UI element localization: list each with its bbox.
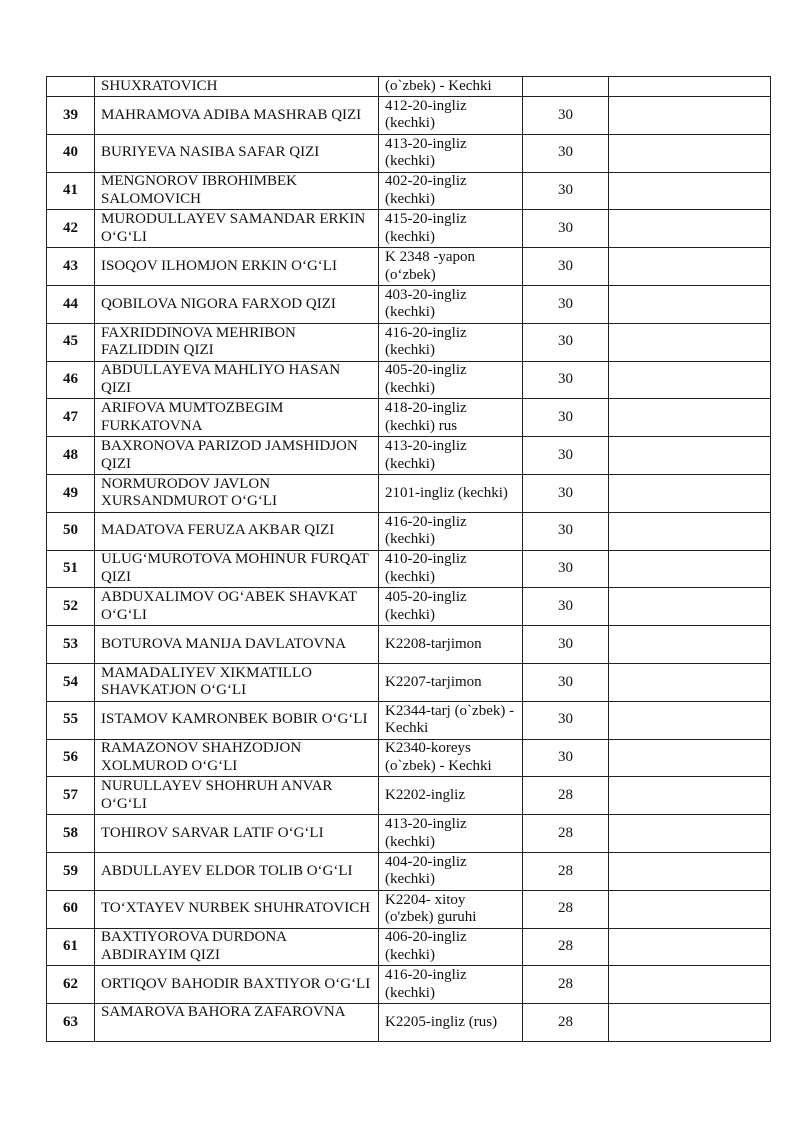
student-name: MADATOVA FERUZA AKBAR QIZI bbox=[95, 512, 379, 550]
table-row bbox=[47, 134, 771, 172]
group-name: K2340-koreys (o`zbek) - Kechki bbox=[379, 739, 523, 777]
empty-cell bbox=[609, 437, 771, 475]
student-name: MAMADALIYEV XIKMATILLO SHAVKATJON O‘G‘LI bbox=[95, 663, 379, 701]
row-number: 59 bbox=[47, 852, 95, 890]
student-name: ORTIQOV BAHODIR BAXTIYOR O‘G‘LI bbox=[95, 966, 379, 1004]
group-name: 404-20-ingliz (kechki) bbox=[379, 852, 523, 890]
group-name: 413-20-ingliz (kechki) bbox=[379, 815, 523, 853]
score bbox=[523, 77, 609, 97]
student-name: MENGNOROV IBROHIMBEK SALOMOVICH bbox=[95, 172, 379, 210]
score: 30 bbox=[523, 550, 609, 588]
score: 28 bbox=[523, 890, 609, 928]
row-number: 58 bbox=[47, 815, 95, 853]
row-number bbox=[47, 77, 95, 97]
row-number: 61 bbox=[47, 928, 95, 966]
row-number: 40 bbox=[47, 134, 95, 172]
group-name: 406-20-ingliz (kechki) bbox=[379, 928, 523, 966]
row-number: 45 bbox=[47, 323, 95, 361]
table-row bbox=[47, 1004, 771, 1042]
score: 30 bbox=[523, 172, 609, 210]
empty-cell bbox=[609, 626, 771, 664]
student-name: RAMAZONOV SHAHZODJON XOLMUROD O‘G‘LI bbox=[95, 739, 379, 777]
student-name: ARIFOVA MUMTOZBEGIM FURKATOVNA bbox=[95, 399, 379, 437]
empty-cell bbox=[609, 966, 771, 1004]
score: 30 bbox=[523, 512, 609, 550]
score: 28 bbox=[523, 777, 609, 815]
student-name: ULUG‘MUROTOVA MOHINUR FURQAT QIZI bbox=[95, 550, 379, 588]
table-row bbox=[47, 701, 771, 739]
empty-cell bbox=[609, 97, 771, 135]
table-row bbox=[47, 77, 771, 97]
group-name: 405-20-ingliz (kechki) bbox=[379, 361, 523, 399]
group-name: 403-20-ingliz (kechki) bbox=[379, 285, 523, 323]
group-name: K2207-tarjimon bbox=[379, 663, 523, 701]
table-row bbox=[47, 512, 771, 550]
group-name: (o`zbek) - Kechki bbox=[379, 77, 523, 97]
empty-cell bbox=[609, 134, 771, 172]
empty-cell bbox=[609, 210, 771, 248]
score: 28 bbox=[523, 1004, 609, 1042]
row-number: 42 bbox=[47, 210, 95, 248]
score: 30 bbox=[523, 134, 609, 172]
table-row bbox=[47, 663, 771, 701]
group-name: 402-20-ingliz (kechki) bbox=[379, 172, 523, 210]
table-row bbox=[47, 399, 771, 437]
table-row bbox=[47, 550, 771, 588]
score: 30 bbox=[523, 739, 609, 777]
empty-cell bbox=[609, 588, 771, 626]
group-name: 2101-ingliz (kechki) bbox=[379, 474, 523, 512]
group-name: K 2348 -yapon (o‘zbek) bbox=[379, 248, 523, 286]
table-row bbox=[47, 474, 771, 512]
row-number: 39 bbox=[47, 97, 95, 135]
student-name: ISTAMOV KAMRONBEK BOBIR O‘G‘LI bbox=[95, 701, 379, 739]
row-number: 44 bbox=[47, 285, 95, 323]
table-row bbox=[47, 928, 771, 966]
group-name: K2204- xitoy (o'zbek) guruhi bbox=[379, 890, 523, 928]
row-number: 56 bbox=[47, 739, 95, 777]
row-number: 47 bbox=[47, 399, 95, 437]
empty-cell bbox=[609, 399, 771, 437]
score: 30 bbox=[523, 285, 609, 323]
empty-cell bbox=[609, 285, 771, 323]
empty-cell bbox=[609, 248, 771, 286]
score: 30 bbox=[523, 626, 609, 664]
student-name: TOHIROV SARVAR LATIF O‘G‘LI bbox=[95, 815, 379, 853]
score: 30 bbox=[523, 701, 609, 739]
row-number: 60 bbox=[47, 890, 95, 928]
score: 30 bbox=[523, 399, 609, 437]
group-name: 413-20-ingliz (kechki) bbox=[379, 437, 523, 475]
student-name: BOTUROVA MANIJA DAVLATOVNA bbox=[95, 626, 379, 664]
results-table-body bbox=[47, 77, 771, 1042]
group-name: 415-20-ingliz (kechki) bbox=[379, 210, 523, 248]
score: 30 bbox=[523, 323, 609, 361]
score: 30 bbox=[523, 97, 609, 135]
student-name: FAXRIDDINOVA MEHRIBON FAZLIDDIN QIZI bbox=[95, 323, 379, 361]
empty-cell bbox=[609, 852, 771, 890]
group-name: K2205-ingliz (rus) bbox=[379, 1004, 523, 1042]
table-row bbox=[47, 437, 771, 475]
score: 28 bbox=[523, 966, 609, 1004]
group-name: K2344-tarj (o`zbek) - Kechki bbox=[379, 701, 523, 739]
table-row bbox=[47, 285, 771, 323]
row-number: 48 bbox=[47, 437, 95, 475]
student-name: NURULLAYEV SHOHRUH ANVAR O‘G‘LI bbox=[95, 777, 379, 815]
empty-cell bbox=[609, 1004, 771, 1042]
score: 30 bbox=[523, 474, 609, 512]
row-number: 57 bbox=[47, 777, 95, 815]
score: 30 bbox=[523, 248, 609, 286]
empty-cell bbox=[609, 550, 771, 588]
row-number: 52 bbox=[47, 588, 95, 626]
group-name: K2202-ingliz bbox=[379, 777, 523, 815]
group-name: 412-20-ingliz (kechki) bbox=[379, 97, 523, 135]
row-number: 41 bbox=[47, 172, 95, 210]
table-row bbox=[47, 890, 771, 928]
student-name: SAMAROVA BAHORA ZAFAROVNA bbox=[95, 1004, 379, 1042]
empty-cell bbox=[609, 663, 771, 701]
group-name: 416-20-ingliz (kechki) bbox=[379, 966, 523, 1004]
empty-cell bbox=[609, 739, 771, 777]
score: 30 bbox=[523, 588, 609, 626]
score: 30 bbox=[523, 361, 609, 399]
empty-cell bbox=[609, 701, 771, 739]
empty-cell bbox=[609, 172, 771, 210]
group-name: 416-20-ingliz (kechki) bbox=[379, 512, 523, 550]
row-number: 62 bbox=[47, 966, 95, 1004]
student-name: ISOQOV ILHOMJON ERKIN O‘G‘LI bbox=[95, 248, 379, 286]
table-row bbox=[47, 323, 771, 361]
empty-cell bbox=[609, 777, 771, 815]
table-row bbox=[47, 777, 771, 815]
student-name: ABDUXALIMOV OG‘ABEK SHAVKAT O‘G‘LI bbox=[95, 588, 379, 626]
table-row bbox=[47, 97, 771, 135]
student-name: BURIYEVA NASIBA SAFAR QIZI bbox=[95, 134, 379, 172]
student-name: ABDULLAYEVA MAHLIYO HASAN QIZI bbox=[95, 361, 379, 399]
row-number: 49 bbox=[47, 474, 95, 512]
empty-cell bbox=[609, 77, 771, 97]
table-row bbox=[47, 739, 771, 777]
score: 30 bbox=[523, 663, 609, 701]
group-name: 405-20-ingliz (kechki) bbox=[379, 588, 523, 626]
group-name: 416-20-ingliz (kechki) bbox=[379, 323, 523, 361]
score: 28 bbox=[523, 928, 609, 966]
row-number: 43 bbox=[47, 248, 95, 286]
table-row bbox=[47, 248, 771, 286]
empty-cell bbox=[609, 361, 771, 399]
score: 30 bbox=[523, 437, 609, 475]
group-name: 413-20-ingliz (kechki) bbox=[379, 134, 523, 172]
score: 28 bbox=[523, 815, 609, 853]
table-row bbox=[47, 966, 771, 1004]
row-number: 46 bbox=[47, 361, 95, 399]
student-name: QOBILOVA NIGORA FARXOD QIZI bbox=[95, 285, 379, 323]
results-table bbox=[46, 76, 771, 1042]
student-name: SHUXRATOVICH bbox=[95, 77, 379, 97]
table-row bbox=[47, 361, 771, 399]
empty-cell bbox=[609, 815, 771, 853]
table-row bbox=[47, 588, 771, 626]
empty-cell bbox=[609, 928, 771, 966]
row-number: 53 bbox=[47, 626, 95, 664]
student-name: BAXTIYOROVA DURDONA ABDIRAYIM QIZI bbox=[95, 928, 379, 966]
score: 28 bbox=[523, 852, 609, 890]
score: 30 bbox=[523, 210, 609, 248]
row-number: 55 bbox=[47, 701, 95, 739]
table-row bbox=[47, 172, 771, 210]
row-number: 54 bbox=[47, 663, 95, 701]
row-number: 51 bbox=[47, 550, 95, 588]
table-row bbox=[47, 626, 771, 664]
group-name: 418-20-ingliz (kechki) rus bbox=[379, 399, 523, 437]
table-row bbox=[47, 852, 771, 890]
group-name: K2208-tarjimon bbox=[379, 626, 523, 664]
student-name: MURODULLAYEV SAMANDAR ERKIN O‘G‘LI bbox=[95, 210, 379, 248]
group-name: 410-20-ingliz (kechki) bbox=[379, 550, 523, 588]
student-name: NORMURODOV JAVLON XURSANDMUROT O‘G‘LI bbox=[95, 474, 379, 512]
student-name: MAHRAMOVA ADIBA MASHRAB QIZI bbox=[95, 97, 379, 135]
row-number: 50 bbox=[47, 512, 95, 550]
row-number: 63 bbox=[47, 1004, 95, 1042]
student-name: ABDULLAYEV ELDOR TOLIB O‘G‘LI bbox=[95, 852, 379, 890]
empty-cell bbox=[609, 512, 771, 550]
student-name: BAXRONOVA PARIZOD JAMSHIDJON QIZI bbox=[95, 437, 379, 475]
table-row bbox=[47, 210, 771, 248]
empty-cell bbox=[609, 323, 771, 361]
table-row bbox=[47, 815, 771, 853]
empty-cell bbox=[609, 890, 771, 928]
student-name: TO‘XTAYEV NURBEK SHUHRATOVICH bbox=[95, 890, 379, 928]
empty-cell bbox=[609, 474, 771, 512]
